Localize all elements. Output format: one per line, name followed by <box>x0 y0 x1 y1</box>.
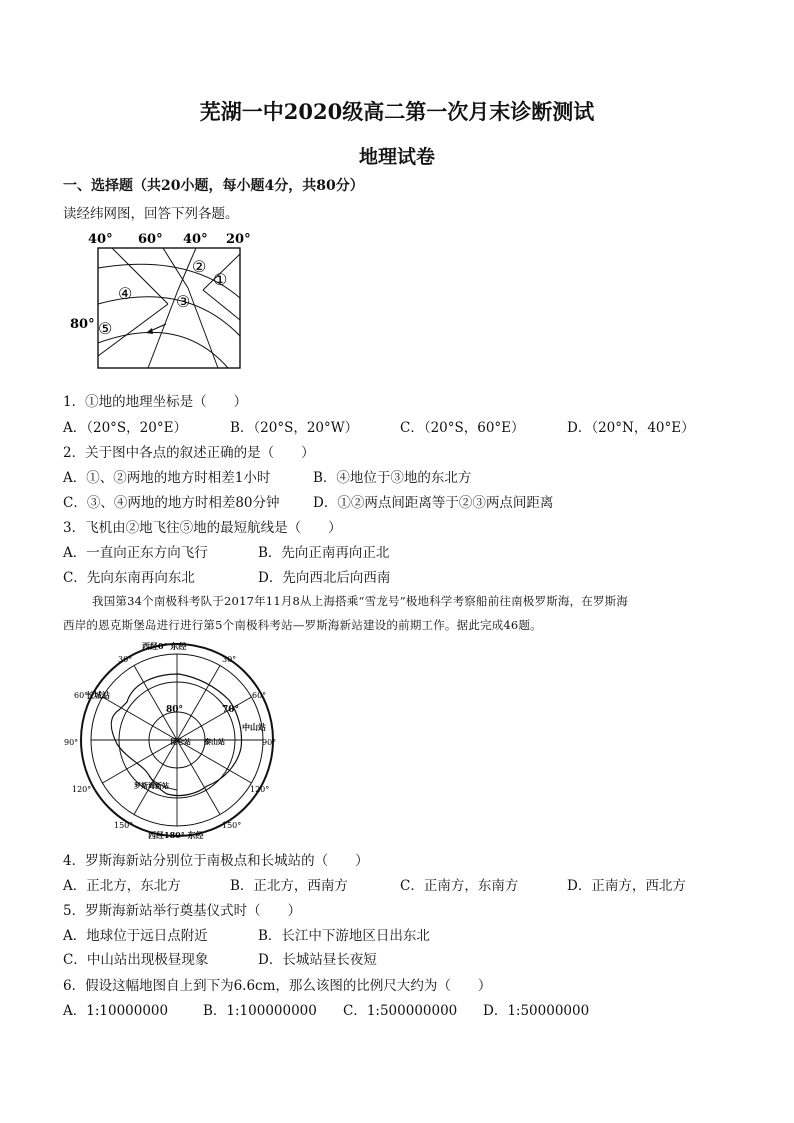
question-4-option-c: C．正南方，东南方 <box>400 878 519 894</box>
lon-label-60: 60° <box>138 232 163 247</box>
question-4-option-a: A．正北方，东北方 <box>63 878 181 894</box>
zhongshan-station-label: 中山站 <box>242 722 266 732</box>
question-2-stem: 2．关于图中各点的叙述正确的是（ ） <box>63 445 315 461</box>
top-meridian-label: 西经0° 东经 <box>142 641 187 651</box>
question-4-stem: 4．罗斯海新站分别位于南极点和长城站的（ ） <box>63 853 369 869</box>
question-5-stem: 5．罗斯海新站举行奠基仪式时（ ） <box>63 903 302 919</box>
point-3: ③ <box>176 292 191 311</box>
question-1-option-d: D．（20°N，40°E） <box>567 420 695 436</box>
point-5: ⑤ <box>98 319 113 338</box>
point-1: ① <box>213 270 228 289</box>
passage-line-1: 我国第34个南极科考队于2017年11月8从上海搭乘“雪龙号”极地科学考察船前往南极罗斯海，在罗斯海 <box>92 594 629 608</box>
question-6-option-c: C．1:500000000 <box>343 1003 458 1019</box>
kunlun-station-label: 昆仑站 <box>170 737 191 746</box>
question-3-option-c: C．先向东南再向东北 <box>63 570 195 586</box>
lat-70-label: 70° <box>222 705 240 715</box>
exam-title: 芜湖一中2020级高二第一次月末诊断测试 <box>199 99 595 124</box>
question-4-option-d: D．正南方，西北方 <box>567 878 686 894</box>
lon-120-left: 120° <box>72 785 92 794</box>
passage-line-2: 西岸的恩克斯堡岛进行进行第5个南极科考站—罗斯海新站建设的前期工作。据此完成46题。 <box>63 618 542 632</box>
lon-60-right: 60° <box>252 691 267 700</box>
intro-text: 读经纬网图，回答下列各题。 <box>63 206 239 222</box>
lon-label-40-right: 40° <box>183 232 208 247</box>
question-6-option-a: A．1:10000000 <box>63 1003 169 1019</box>
question-3-option-b: B．先向正南再向正北 <box>258 545 390 561</box>
section-heading: 一、选择题（共20小题，每小题4分，共80分） <box>63 178 364 194</box>
lon-150-left: 150° <box>114 821 134 830</box>
point-2: ② <box>192 257 207 276</box>
lon-30-left: 30° <box>118 655 133 664</box>
question-3-option-d: D．先向西北后向西南 <box>258 570 391 586</box>
question-3-stem: 3．飞机由②地飞往⑤地的最短航线是（ ） <box>63 520 342 536</box>
question-6-option-b: B．1:100000000 <box>203 1003 317 1019</box>
antarctica-polar-map <box>62 638 282 843</box>
ross-sea-station-label: 罗斯海新站 <box>134 781 169 790</box>
lon-90-left: 90° <box>64 738 79 747</box>
lon-30-right: 30° <box>222 655 237 664</box>
question-6-stem: 6．假设这幅地图自上到下为6.6cm，那么该图的比例尺大约为（ ） <box>63 978 492 994</box>
taishan-station-label: 泰山站 <box>204 737 225 746</box>
lon-label-20: 20° <box>226 232 251 247</box>
lon-120-right: 120° <box>250 785 270 794</box>
bottom-meridian-label: 西经180° 东经 <box>148 830 204 840</box>
lon-150-right: 150° <box>222 821 242 830</box>
lat-80-label: 80° <box>166 705 184 715</box>
question-5-option-a: A．地球位于远日点附近 <box>63 928 208 944</box>
lon-60-left: 60° <box>74 691 89 700</box>
question-3-option-a: A．一直向正东方向飞行 <box>63 545 208 561</box>
question-2-option-c: C．③、④两地的地方时相差80分钟 <box>63 495 280 511</box>
graticule-map <box>68 228 254 376</box>
question-5-option-d: D．长城站昼长夜短 <box>258 952 377 968</box>
question-4-option-b: B．正北方，西南方 <box>230 878 348 894</box>
question-1-option-c: C．（20°S，60°E） <box>400 420 525 436</box>
changcheng-station-label: 长城站 <box>86 690 110 700</box>
question-1-option-b: B．（20°S，20°W） <box>230 420 359 436</box>
lon-label-40-left: 40° <box>88 232 113 247</box>
exam-subtitle: 地理试卷 <box>358 146 435 168</box>
question-6-option-d: D．1:50000000 <box>483 1003 590 1019</box>
lon-90-right: 90° <box>262 738 277 747</box>
question-1-stem: 1．①地的地理坐标是（ ） <box>63 394 248 410</box>
question-5-option-c: C．中山站出现极昼现象 <box>63 952 209 968</box>
question-5-option-b: B．长江中下游地区日出东北 <box>258 928 430 944</box>
question-2-option-b: B．④地位于③地的东北方 <box>313 470 472 486</box>
question-2-option-a: A．①、②两地的地方时相差1小时 <box>63 470 271 486</box>
lat-label-80: 80° <box>70 317 95 332</box>
question-2-option-d: D．①②两点间距离等于②③两点间距离 <box>313 495 554 511</box>
question-1-option-a: A．（20°S，20°E） <box>63 420 187 436</box>
point-4: ④ <box>118 284 133 303</box>
